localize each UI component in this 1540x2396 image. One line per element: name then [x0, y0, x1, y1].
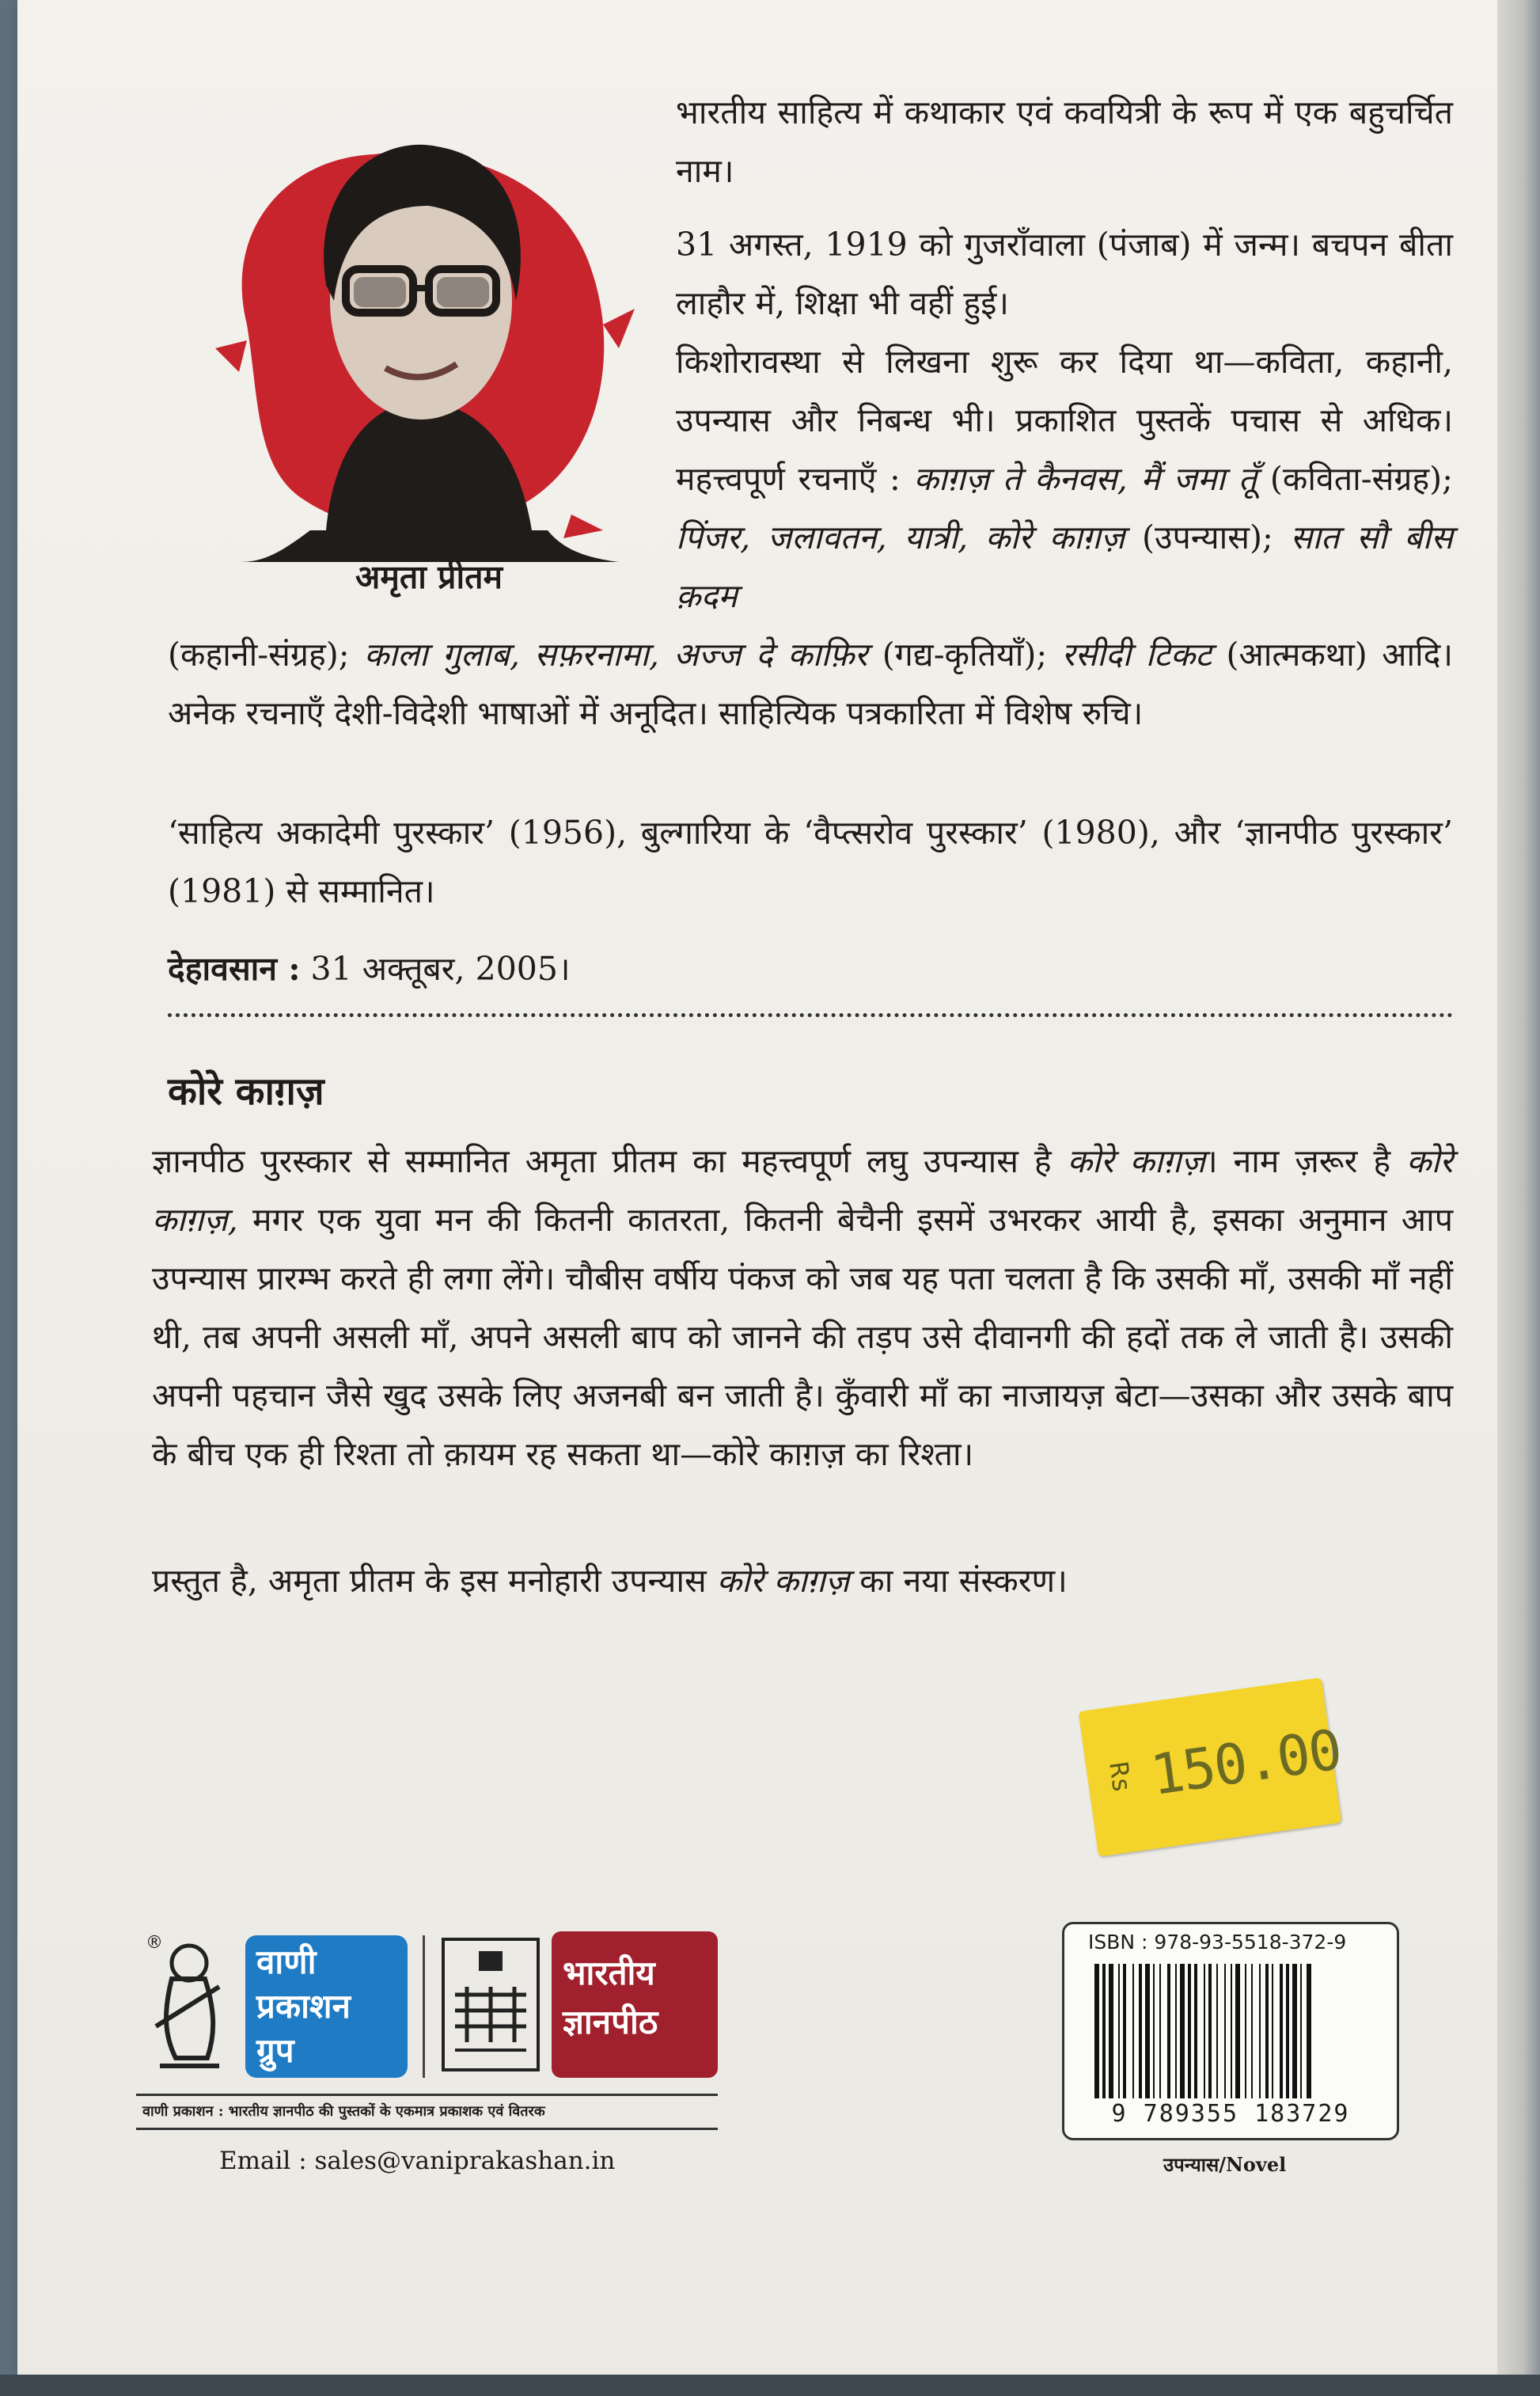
bio-paragraph-3: [676, 332, 1453, 625]
barcode-bar: [1251, 1964, 1253, 2098]
desc-title-2: कोरे काग़ज़,: [152, 1142, 1453, 1239]
barcode-bar: [1118, 1964, 1120, 2098]
barcode-bar: [1259, 1964, 1261, 2098]
barcode-icon: [1094, 1964, 1364, 2098]
price-value: 150.00: [1147, 1717, 1345, 1809]
barcode-bar: [1245, 1964, 1246, 2098]
awards-paragraph: ‘साहित्य अकादेमी पुरस्कार’ (1956), बुल्गारिया के ‘वैप्त्सरोव पुरस्कार’ (1980), और ‘ज्ञानपीठ पुरस्कार’ (1981) से सम्मानित।: [168, 814, 1453, 910]
novel-genre: (उपन्यास);: [1125, 518, 1291, 556]
bharatiya-jnanpith-emblem-icon: [435, 1931, 546, 2078]
genre-label: उपन्यास/Novel: [1163, 2153, 1287, 2176]
bio-paragraph-4: [168, 625, 1453, 742]
barcode-bar: [1286, 1964, 1289, 2098]
registered-mark: ®: [146, 1933, 163, 1953]
table-surface: [0, 2375, 1540, 2396]
price-sticker: [1079, 1677, 1345, 1856]
barcode-bar: [1167, 1964, 1170, 2098]
isbn-barcode-box: [1062, 1922, 1399, 2140]
barcode-bar: [1194, 1964, 1197, 2098]
barcode-bar: [1139, 1964, 1142, 2098]
barcode-bar: [1272, 1964, 1273, 2098]
novel-description: [152, 1132, 1453, 1483]
price-currency: Rs: [1103, 1760, 1138, 1794]
bj-logo-line-2: ज्ञानपीठ: [563, 2003, 658, 2041]
isbn-label: ISBN : 978-93-5518-372-9: [1088, 1931, 1347, 1954]
death-label: देहावसान :: [168, 950, 301, 988]
barcode-bar: [1175, 1964, 1177, 2098]
author-name: अमृता प्रीतम: [355, 558, 503, 596]
closing-part-2: का नया संस्करण।: [849, 1562, 1068, 1600]
barcode-bar: [1224, 1964, 1226, 2098]
closing-part-1: प्रस्तुत है, अमृता प्रीतम के इस मनोहारी उपन्यास: [152, 1562, 717, 1600]
prose-genre: (गद्य-कृतियाँ);: [867, 636, 1062, 674]
barcode-bar: [1094, 1964, 1099, 2098]
works-intro: किशोरावस्था से लिखना शुरू कर दिया था—कविता, कहानी, उपन्यास और निबन्ध भी। प्रकाशित पुस्तकें पचास से अधिक। महत्त्वपूर्ण रचनाएँ :: [676, 343, 1453, 498]
barcode-bar: [1109, 1964, 1113, 2098]
death-date: 31 अक्तूबर, 2005।: [300, 950, 571, 988]
barcode-bar: [1292, 1964, 1297, 2098]
barcode-bar: [1231, 1964, 1232, 2098]
barcode-bar: [1159, 1964, 1161, 2098]
vani-logo-line-1: वाणी: [256, 1942, 317, 1981]
bj-logo-line-1: भारतीय: [563, 1954, 655, 1992]
bharatiya-jnanpith-logo: [552, 1931, 718, 2078]
publisher-email: Email : sales@vaniprakashan.in: [219, 2147, 616, 2175]
desc-title-1: कोरे काग़ज़: [1067, 1142, 1206, 1180]
barcode-bar: [1102, 1964, 1106, 2098]
story-genre: (कहानी-संग्रह);: [168, 636, 364, 674]
prose-titles: काला गुलाब, सफ़रनामा, अज्ज दे काफ़िर: [363, 636, 868, 674]
barcode-bar: [1208, 1964, 1212, 2098]
poetry-titles: काग़ज़ ते कैनवस, मैं जमा तूँ: [913, 460, 1257, 498]
isbn-digits: 9 789355 183729: [1111, 2100, 1350, 2128]
vani-emblem-icon: [140, 1931, 239, 2074]
novel-closing: [152, 1551, 1453, 1610]
publisher-rule-top: [136, 2094, 718, 2096]
death-line: [168, 940, 1453, 998]
section-divider: [168, 1013, 1453, 1017]
barcode-bar: [1235, 1964, 1240, 2098]
barcode-bar: [1280, 1964, 1283, 2098]
barcode-bar: [1153, 1964, 1155, 2098]
barcode-bar: [1123, 1964, 1126, 2098]
barcode-bar: [1307, 1964, 1311, 2098]
barcode-bar: [1265, 1964, 1269, 2098]
autobiography-title: रसीदी टिकट: [1061, 636, 1212, 674]
desc-part-2: । नाम ज़रूर है: [1205, 1142, 1407, 1180]
bio-paragraph-1: भारतीय साहित्य में कथाकार एवं कवयित्री के रूप में एक बहुचर्चित नाम।: [676, 93, 1453, 190]
barcode-bar: [1132, 1964, 1134, 2098]
author-photo: [192, 87, 651, 562]
barcode-bar: [1145, 1964, 1150, 2098]
vani-logo-line-3: ग्रुप: [256, 2031, 294, 2070]
barcode-bar: [1204, 1964, 1205, 2098]
barcode-bar: [1188, 1964, 1191, 2098]
novel-title: कोरे काग़ज़: [168, 1069, 324, 1114]
publisher-rule-bottom: [136, 2128, 718, 2130]
desc-part-1: ज्ञानपीठ पुरस्कार से सम्मानित अमृता प्रीतम का महत्त्वपूर्ण लघु उपन्यास है: [152, 1142, 1068, 1180]
vani-prakashan-logo: [245, 1935, 408, 2078]
desc-part-3: मगर एक युवा मन की कितनी कातरता, कितनी बेचैनी इसमें उभरकर आयी है, इसका अनुमान आप उपन्यास प्रारम्भ करते ही लगा लेंगे। चौबीस वर्षीय पंकज को जब यह पता चलता है कि उसकी माँ, उसकी माँ नहीं थी, तब अपनी असली माँ, अपने असली बाप को जानने की तड़प उसे दीवानगी की हदों तक ले जाती है। उसकी अपनी पहचान जैसे खुद उसके लिए अजनबी बन जाती है। कुँवारी माँ का नाजायज़ बेटा—उसका और उसके बाप के बीच एक ही रिश्ता तो क़ायम रह सकता था—कोरे काग़ज़ का रिश्ता।: [152, 1201, 1453, 1473]
closing-title: कोरे काग़ज़: [716, 1562, 850, 1600]
barcode-bar: [1216, 1964, 1218, 2098]
novel-titles: पिंजर, जलावतन, यात्री, कोरे काग़ज़: [676, 518, 1125, 556]
story-titles: सात सौ बीस क़दम: [676, 518, 1453, 615]
logo-divider: [423, 1935, 425, 2078]
book-spine-edge: [1497, 0, 1540, 2396]
barcode-bar: [1180, 1964, 1185, 2098]
poetry-genre: (कविता-संग्रह);: [1257, 460, 1453, 498]
book-back-cover: [17, 0, 1497, 2375]
barcode-bar: [1300, 1964, 1302, 2098]
bio-paragraph-2: 31 अगस्त, 1919 को गुजराँवाला (पंजाब) में जन्म। बचपन बीता लाहौर में, शिक्षा भी वहीं हुई।: [676, 226, 1453, 322]
author-portrait-image: [192, 87, 651, 562]
vani-logo-line-2: प्रकाशन: [256, 1987, 351, 2026]
publisher-note: वाणी प्रकाशन : भारतीय ज्ञानपीठ की पुस्तकों के एकमात्र प्रकाशक एवं वितरक: [142, 2103, 545, 2120]
bio-rest: (आत्मकथा) आदि। अनेक रचनाएँ देशी-विदेशी भाषाओं में अनूदित। साहित्यिक पत्रकारिता में विशेष रुचि।: [168, 636, 1453, 732]
